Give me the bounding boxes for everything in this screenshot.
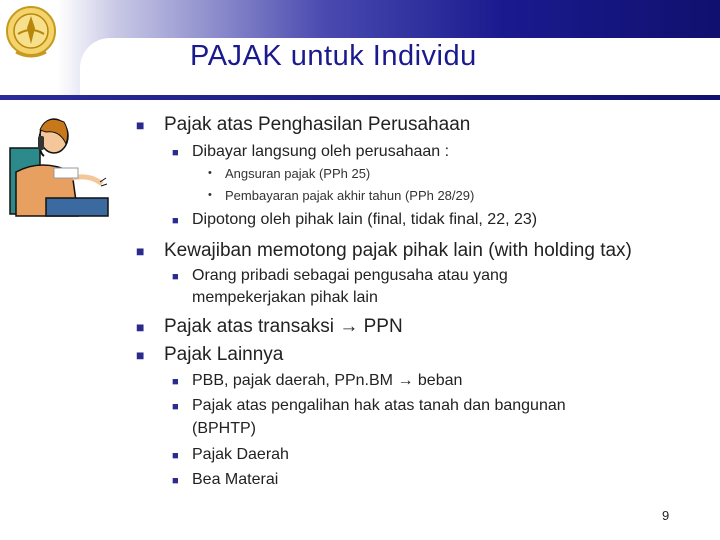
header-underline (0, 95, 720, 100)
ppn-label: PPN (363, 316, 403, 337)
square-bullet-icon: ■ (136, 243, 145, 259)
beban-label: beban (417, 372, 463, 389)
bullet-item-dibayar-langsung: Dibayar langsung oleh perusahaan : (192, 143, 450, 160)
bullet-item-kewajiban: Kewajiban memotong pajak pihak lain (with holding tax) (164, 240, 632, 261)
bullet-item-pajak-daerah: Pajak Daerah (192, 446, 289, 463)
round-dot-icon: • (208, 189, 212, 201)
bullet-item-penghasilan-perusahaan: Pajak atas Penghasilan Perusahaan (164, 114, 471, 135)
bullet-item-orang-pribadi-line1: Orang pribadi sebagai pengusaha atau yang (192, 267, 508, 284)
pbb-label: PBB, pajak daerah, PPn.BM (192, 372, 393, 389)
small-square-bullet-icon: ■ (172, 450, 179, 462)
right-arrow-icon: → (397, 372, 414, 389)
small-square-bullet-icon: ■ (172, 376, 179, 388)
bullet-item-pengalihan-line2: (BPHTP) (192, 420, 256, 437)
bullet-item-pengalihan-line1: Pajak atas pengalihan hak atas tanah dan bangunan (192, 397, 566, 414)
bullet-item-angsuran: Angsuran pajak (PPh 25) (225, 166, 371, 181)
square-bullet-icon: ■ (136, 117, 145, 133)
page-title: PAJAK untuk Individu (190, 40, 477, 72)
bullet-item-pbb (192, 372, 462, 390)
small-square-bullet-icon: ■ (172, 215, 179, 227)
bullet-item-dipotong: Dipotong oleh pihak lain (final, tidak final, 22, 23) (192, 211, 538, 228)
small-square-bullet-icon: ■ (172, 271, 179, 283)
square-bullet-icon: ■ (136, 319, 145, 335)
bullet-item-transaksi (164, 316, 403, 338)
bullet-item-pembayaran-akhir: Pembayaran pajak akhir tahun (PPh 28/29) (225, 188, 475, 203)
round-dot-icon: • (208, 167, 212, 179)
small-square-bullet-icon: ■ (172, 475, 179, 487)
transaksi-label: Pajak atas transaksi (164, 316, 335, 337)
square-bullet-icon: ■ (136, 347, 145, 363)
small-square-bullet-icon: ■ (172, 401, 179, 413)
university-seal-logo (4, 4, 58, 62)
small-square-bullet-icon: ■ (172, 147, 179, 159)
bullet-item-bea-materai: Bea Materai (192, 471, 279, 488)
bullet-item-pajak-lainnya: Pajak Lainnya (164, 344, 284, 365)
page-number: 9 (662, 508, 670, 523)
bullet-item-orang-pribadi-line2: mempekerjakan pihak lain (192, 289, 378, 306)
woman-on-phone-clipart (6, 108, 110, 218)
right-arrow-icon: → (339, 316, 359, 337)
